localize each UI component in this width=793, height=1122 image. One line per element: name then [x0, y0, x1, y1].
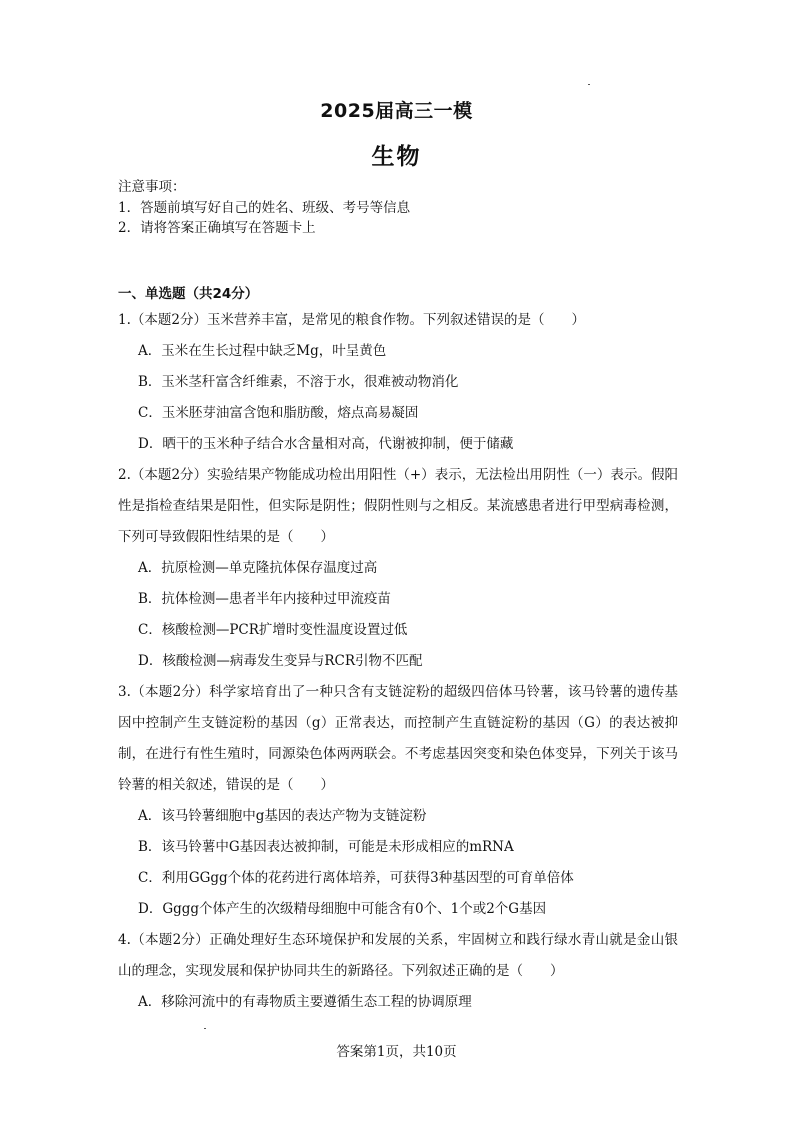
question-3	[118, 677, 678, 925]
option-c: C．核酸检测—PCR扩增时变性温度设置过低	[138, 622, 408, 638]
option-c: C．玉米胚芽油富含饱和脂肪酸，熔点高易凝固	[138, 405, 419, 421]
question-4	[118, 925, 678, 1018]
question-stem: 3.（本题2分）科学家培育出了一种只含有支链淀粉的超级四倍体马铃薯，该马铃薯的遗传基因中控制产生支链淀粉的基因（g）正常表达，而控制产生直链淀粉的基因（G）的表达被抑制，在进行有性生殖时，同源染色体两两联会。不考虑基因突变和染色体变异，下列关于该马铃薯的相关叙述，错误的是（ ）	[118, 684, 678, 793]
option-b: B．抗体检测—患者半年内接种过甲流疫苗	[138, 591, 391, 607]
notes-block	[118, 177, 410, 239]
notes-item: 1．答题前填写好自己的姓名、班级、考号等信息	[118, 199, 411, 216]
section-heading: 一、单选题（共24分）	[118, 286, 259, 302]
option-d: D．晒干的玉米种子结合水含量相对高，代谢被抑制，便于储藏	[138, 436, 514, 452]
page-footer: 答案第1页，共10页	[336, 1044, 457, 1060]
scan-speck	[588, 84, 590, 85]
question-2	[118, 460, 678, 677]
option-d: D．核酸检测—病毒发生变异与RCR引物不匹配	[138, 653, 423, 669]
option-c: C．利用GGgg个体的花药进行离体培养，可获得3种基因型的可育单倍体	[138, 870, 574, 886]
question-list	[118, 305, 678, 1018]
option-d: D．Gggg个体产生的次级精母细胞中可能含有0个、1个或2个G基因	[138, 901, 547, 917]
question-1	[118, 305, 678, 460]
question-stem: 2.（本题2分）实验结果产物能成功检出用阳性（+）表示，无法检出用阴性（一）表示。假阳性是指检查结果是阳性，但实际是阴性；假阴性则与之相反。某流感患者进行甲型病毒检测，下列可导致假阳性结果的是（ ）	[118, 467, 678, 545]
option-a: A．移除河流中的有毒物质主要遵循生态工程的协调原理	[138, 994, 472, 1010]
exam-title: 2025届高三一模	[320, 100, 473, 122]
scan-speck	[204, 1028, 206, 1029]
notes-heading: 注意事项：	[118, 179, 186, 195]
option-a: A．该马铃薯细胞中g基因的表达产物为支链淀粉	[138, 808, 427, 824]
option-b: B．该马铃薯中G基因表达被抑制，可能是未形成相应的mRNA	[138, 839, 514, 855]
subject-title: 生物	[371, 144, 422, 170]
option-a: A．玉米在生长过程中缺乏Mg，叶呈黄色	[138, 343, 387, 359]
option-b: B．玉米茎秆富含纤维素，不溶于水，很难被动物消化	[138, 374, 459, 390]
question-stem: 1.（本题2分）玉米营养丰富，是常见的粮食作物。下列叙述错误的是（ ）	[118, 312, 585, 328]
notes-item: 2．请将答案正确填写在答题卡上	[118, 220, 316, 236]
question-stem: 4.（本题2分）正确处理好生态环境保护和发展的关系，牢固树立和践行绿水青山就是金山银山的理念，实现发展和保护协同共生的新路径。下列叙述正确的是（ ）	[118, 932, 678, 979]
option-a: A．抗原检测—单克隆抗体保存温度过高	[138, 560, 378, 576]
